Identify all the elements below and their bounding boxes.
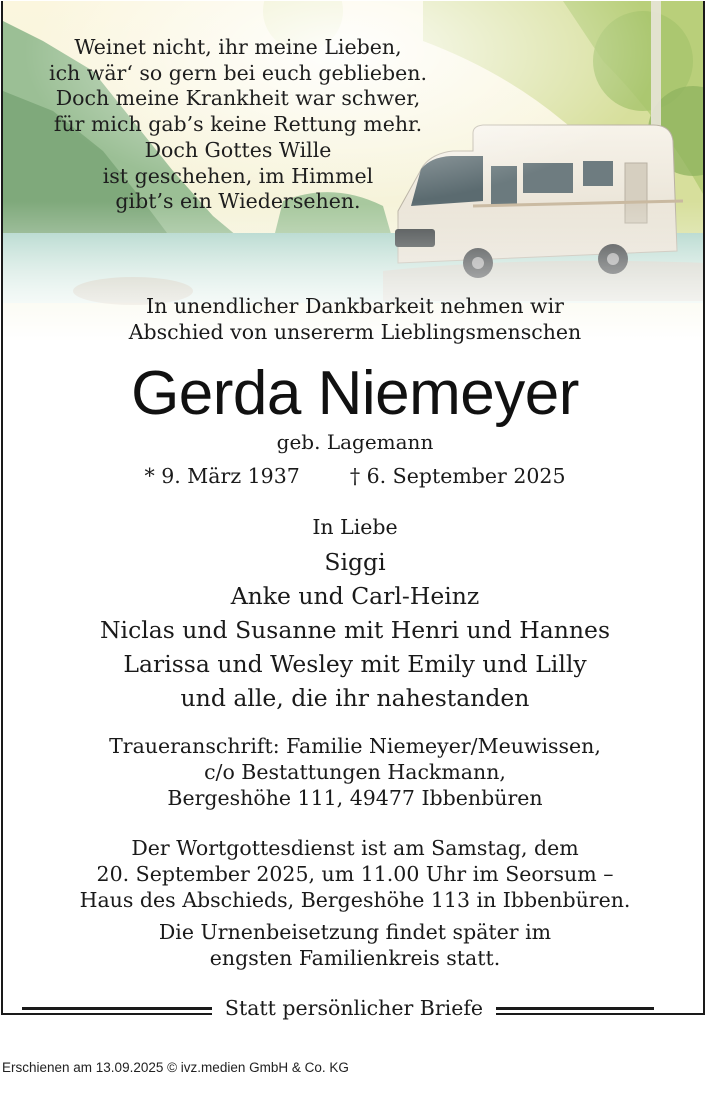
rule-left-divider xyxy=(22,1007,212,1010)
closing-note xyxy=(0,993,709,1023)
mourners-list xyxy=(3,545,705,715)
poem-line: Doch Gottes Wille xyxy=(144,137,332,162)
obituary-card xyxy=(1,1,705,1015)
service-line: 20. September 2025, um 11.00 Uhr im Seorsum – xyxy=(96,862,614,886)
mourner-line: und alle, die ihr nahestanden xyxy=(180,684,530,712)
maiden-name: geb. Lagemann xyxy=(276,430,434,454)
mourner-line: Siggi xyxy=(324,548,386,576)
mourners-intro: In Liebe xyxy=(312,515,398,539)
birth-date: * 9. März 1937 xyxy=(144,464,300,488)
poem-line: ich wär‘ so gern bei euch geblieben. xyxy=(49,60,427,85)
farewell-intro xyxy=(3,293,705,345)
service-info xyxy=(3,835,705,913)
deceased-name-text: Gerda Niemeyer xyxy=(131,359,579,428)
poem-line: Weinet nicht, ihr meine Lieben, xyxy=(74,35,402,59)
burial-line: Die Urnenbeisetzung findet später im xyxy=(158,920,552,944)
address-line: Traueranschrift: Familie Niemeyer/Meuwissen, xyxy=(109,734,601,758)
burial-line: engsten Familienkreis statt. xyxy=(209,946,501,970)
mourner-line: Larissa und Wesley mit Emily und Lilly xyxy=(123,650,587,678)
mourner-line: Anke und Carl-Heinz xyxy=(230,582,480,610)
poem-line: gibt’s ein Wiedersehen. xyxy=(115,189,361,214)
mourner-line: Niclas und Susanne mit Henri und Hannes xyxy=(99,616,611,644)
poem-line: für mich gab’s keine Rettung mehr. xyxy=(53,112,423,137)
deceased-name xyxy=(3,359,705,429)
closing-note-text: Statt persönlicher Briefe xyxy=(212,993,496,1023)
death-date: † 6. September 2025 xyxy=(349,464,566,488)
address-line: Bergeshöhe 111, 49477 Ibbenbüren xyxy=(167,786,543,810)
poem-line: Doch meine Krankheit war schwer, xyxy=(55,86,421,111)
life-dates xyxy=(3,463,705,489)
address-line: c/o Bestattungen Hackmann, xyxy=(204,760,506,784)
mourning-address xyxy=(3,733,705,811)
service-line: Haus des Abschieds, Bergeshöhe 113 in Ibbenbüren. xyxy=(79,888,631,912)
intro-line: In unendlicher Dankbarkeit nehmen wir xyxy=(146,294,564,318)
poem-line: ist geschehen, im Himmel xyxy=(102,163,374,188)
poem xyxy=(23,35,453,215)
burial-info xyxy=(3,919,705,971)
intro-line: Abschied von unsererm Lieblingsmenschen xyxy=(128,320,582,344)
publication-footer: Erschienen am 13.09.2025 © ivz.medien GmbH & Co. KG xyxy=(2,1060,349,1075)
rule-right-divider xyxy=(496,1007,654,1010)
service-line: Der Wortgottesdienst ist am Samstag, dem xyxy=(131,836,579,860)
